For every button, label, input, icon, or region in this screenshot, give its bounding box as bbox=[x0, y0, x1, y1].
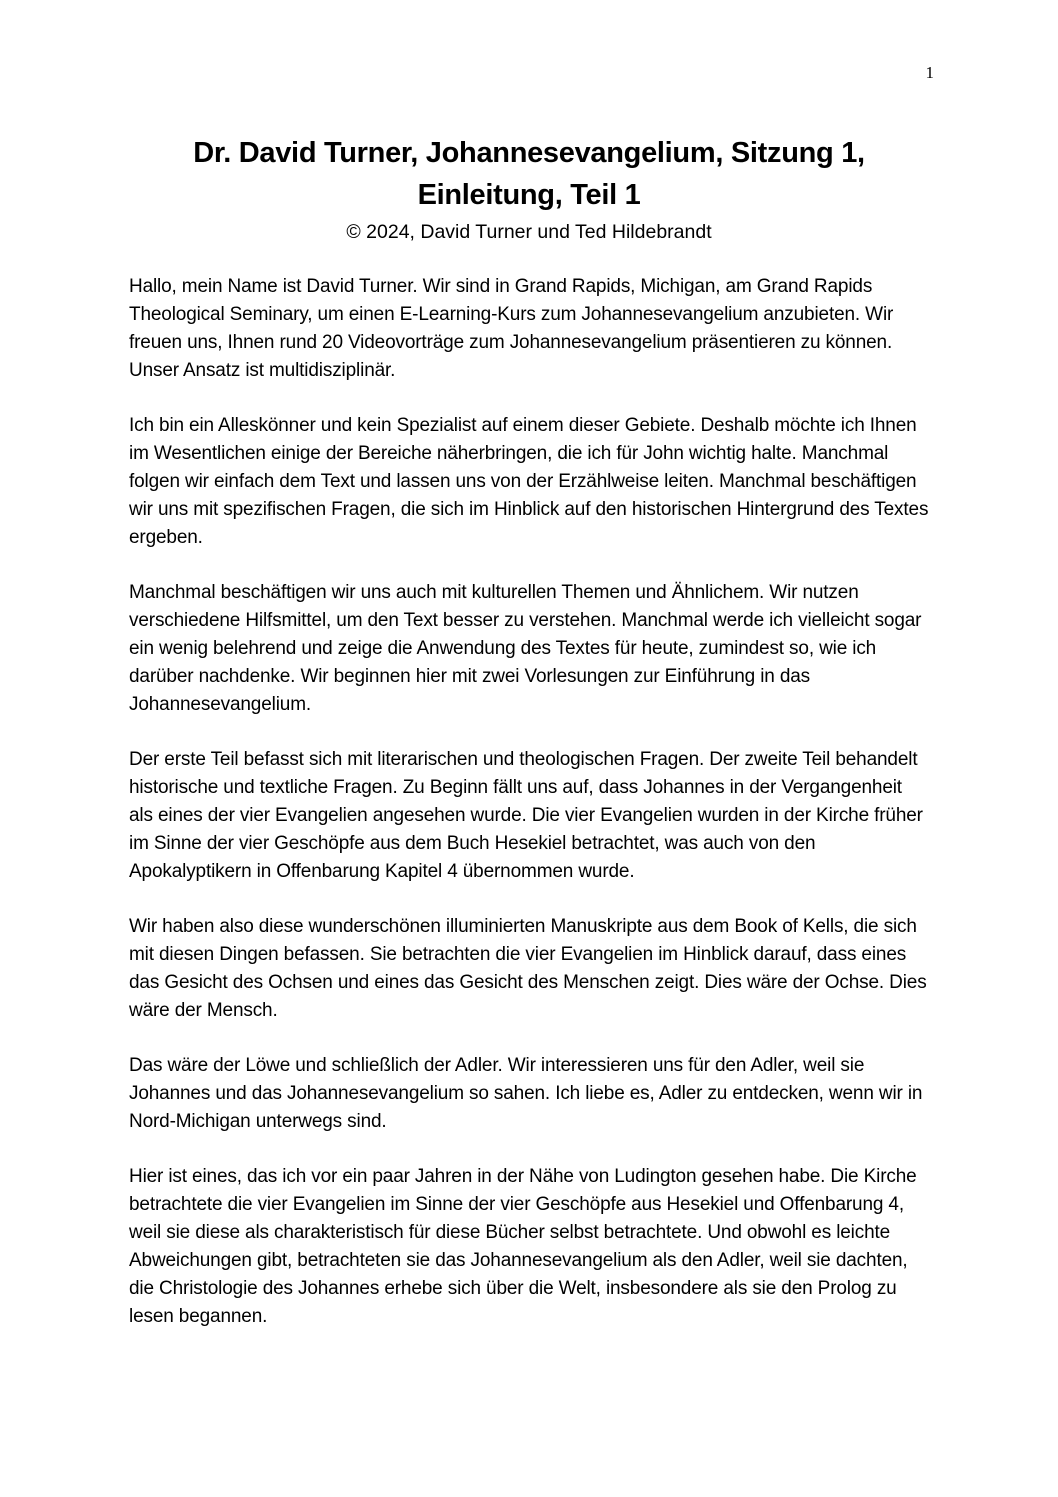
paragraph: Das wäre der Löwe und schließlich der Adler. Wir interessieren uns für den Adler, weil sie Johannes und das Johannesevangelium so sahen. Ich liebe es, Adler zu entdecken, wenn wir in Nord-Michigan unterwegs sind. bbox=[129, 1055, 923, 1132]
paragraph: Hallo, mein Name ist David Turner. Wir sind in Grand Rapids, Michigan, am Grand Rapids Theological Seminary, um einen E-Learning-Kurs zum Johannesevangelium anzubieten. Wir freuen uns, Ihnen rund 20 Videovorträge zum Johannesevangelium präsentieren zu können. Unser Ansatz ist multidisziplinär. bbox=[129, 276, 894, 381]
paragraph: Hier ist eines, das ich vor ein paar Jahren in der Nähe von Ludington gesehen habe. Die Kirche betrachtete die vier Evangelien im Sinne der vier Geschöpfe aus Hesekiel und Offenbarung 4, weil sie diese als charakteristisch für diese Bücher selbst betrachtete. Und obwohl es leichte Abweichungen gibt, betrachteten sie das Johannesevangelium als den Adler, weil sie dachten, die Christologie des Johannes erhebe sich über die Welt, insbesondere als sie den Prolog zu lesen begannen. bbox=[129, 1166, 917, 1327]
document-title: Dr. David Turner, Johannesevangelium, Sitzung 1, Einleitung, Teil 1 bbox=[193, 137, 865, 211]
document-body bbox=[129, 273, 929, 1358]
paragraph: Der erste Teil befasst sich mit literarischen und theologischen Fragen. Der zweite Teil behandelt historische und textliche Fragen. Zu Beginn fällt uns auf, dass Johannes in der Vergangenheit als eines der vier Evangelien angesehen wurde. Die vier Evangelien wurden in der Kirche früher im Sinne der vier Geschöpfe aus dem Buch Hesekiel betrachtet, was auch von den Apokalyptikern in Offenbarung Kapitel 4 übernommen wurde. bbox=[129, 749, 923, 882]
page-number: 1 bbox=[925, 63, 934, 82]
paragraph: Ich bin ein Alleskönner und kein Spezialist auf einem dieser Gebiete. Deshalb möchte ich Ihnen im Wesentlichen einige der Bereiche näherbringen, die ich für John wichtig halte. Manchmal folgen wir einfach dem Text und lassen uns von der Erzählweise leiten. Manchmal beschäftigen wir uns mit spezifischen Fragen, die sich im Hinblick auf den historischen Hintergrund des Textes ergeben. bbox=[129, 415, 929, 548]
paragraph: Wir haben also diese wunderschönen illuminierten Manuskripte aus dem Book of Kells, die sich mit diesen Dingen befassen. Sie betrachten die vier Evangelien im Hinblick darauf, dass eines das Gesicht des Ochsen und eines das Gesicht des Menschen zeigt. Dies wäre der Ochse. Dies wäre der Mensch. bbox=[129, 916, 927, 1021]
paragraph: Manchmal beschäftigen wir uns auch mit kulturellen Themen und Ähnlichem. Wir nutzen verschiedene Hilfsmittel, um den Text besser zu verstehen. Manchmal werde ich vielleicht sogar ein wenig belehrend und zeige die Anwendung des Textes für heute, zumindest so, wie ich darüber nachdenke. Wir beginnen hier mit zwei Vorlesungen zur Einführung in das Johannesevangelium. bbox=[129, 582, 922, 715]
copyright-line: © 2024, David Turner und Ted Hildebrandt bbox=[346, 221, 712, 243]
